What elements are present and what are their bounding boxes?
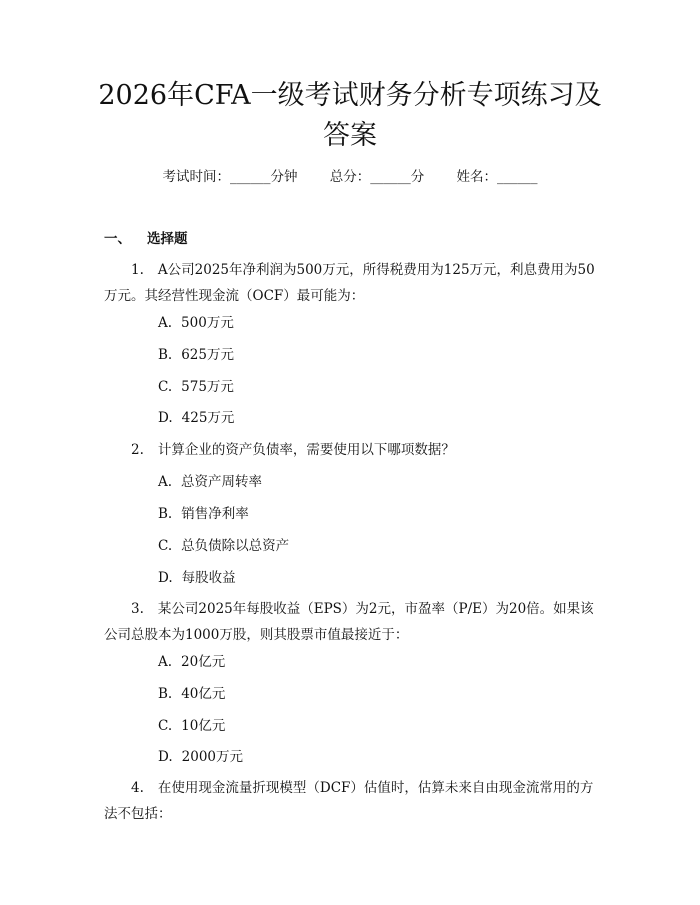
question-number: 3.: [131, 601, 144, 617]
option-text: 425万元: [181, 410, 235, 426]
option-letter: D.: [158, 570, 173, 586]
option-letter: C.: [158, 718, 173, 734]
question-2-option-b: [158, 504, 249, 524]
option-text: 2000万元: [181, 749, 243, 765]
question-2-option-c: [158, 536, 289, 556]
question-3-option-c: [158, 716, 225, 736]
question-4: [104, 775, 604, 827]
question-2-option-d: [158, 568, 236, 588]
question-text: A公司2025年净利润为500万元，所得税费用为125万元，利息费用为50万元。其经营性现金流（OCF）最可能为：: [104, 262, 595, 304]
option-text: 500万元: [181, 315, 234, 331]
question-1-option-b: [158, 345, 234, 365]
question-1: [104, 257, 604, 309]
section-heading: [104, 229, 188, 249]
option-letter: A.: [158, 654, 173, 670]
option-text: 625万元: [181, 347, 234, 363]
question-text: 在使用现金流量折现模型（DCF）估值时，估算未来自由现金流常用的方法不包括：: [104, 780, 594, 822]
option-letter: D.: [158, 410, 173, 426]
question-3: [104, 596, 604, 648]
section-title: 选择题: [147, 231, 188, 247]
option-text: 10亿元: [181, 718, 226, 734]
question-1-option-a: [158, 313, 234, 333]
page-title: 2026年CFA一级考试财务分析专项练习及答案: [98, 80, 602, 151]
total-score-field: 总分：______分: [329, 169, 425, 185]
option-letter: B.: [158, 506, 173, 522]
question-text: 计算企业的资产负债率，需要使用以下哪项数据？: [157, 442, 455, 458]
question-2: [104, 437, 604, 463]
question-3-option-a: [158, 652, 225, 672]
option-letter: C.: [158, 379, 173, 395]
option-letter: A.: [158, 315, 173, 331]
option-text: 总负债除以总资产: [181, 538, 290, 554]
question-1-option-c: [158, 377, 234, 397]
option-text: 575万元: [181, 379, 234, 395]
option-letter: A.: [158, 474, 173, 490]
option-text: 20亿元: [181, 654, 226, 670]
question-text: 某公司2025年每股收益（EPS）为2元，市盈率（P/E）为20倍。如果该公司总股本为1000万股，则其股票市值最接近于：: [104, 601, 594, 643]
question-number: 2.: [131, 442, 144, 458]
option-letter: D.: [158, 749, 173, 765]
exam-info-line: [0, 167, 700, 187]
option-letter: B.: [158, 347, 173, 363]
option-letter: B.: [158, 686, 173, 702]
exam-time-field: 考试时间：______分钟: [162, 169, 298, 185]
option-letter: C.: [158, 538, 173, 554]
option-text: 销售净利率: [181, 506, 249, 522]
option-text: 40亿元: [181, 686, 226, 702]
option-text: 每股收益: [181, 570, 236, 586]
question-1-option-d: [158, 408, 234, 428]
section-number: 一、: [104, 231, 131, 247]
question-3-option-d: [158, 747, 243, 767]
question-3-option-b: [158, 684, 225, 704]
option-text: 总资产周转率: [181, 474, 263, 490]
question-number: 4.: [131, 780, 144, 796]
name-field: 姓名：______: [456, 169, 538, 185]
question-number: 1.: [131, 262, 144, 278]
question-2-option-a: [158, 472, 262, 492]
